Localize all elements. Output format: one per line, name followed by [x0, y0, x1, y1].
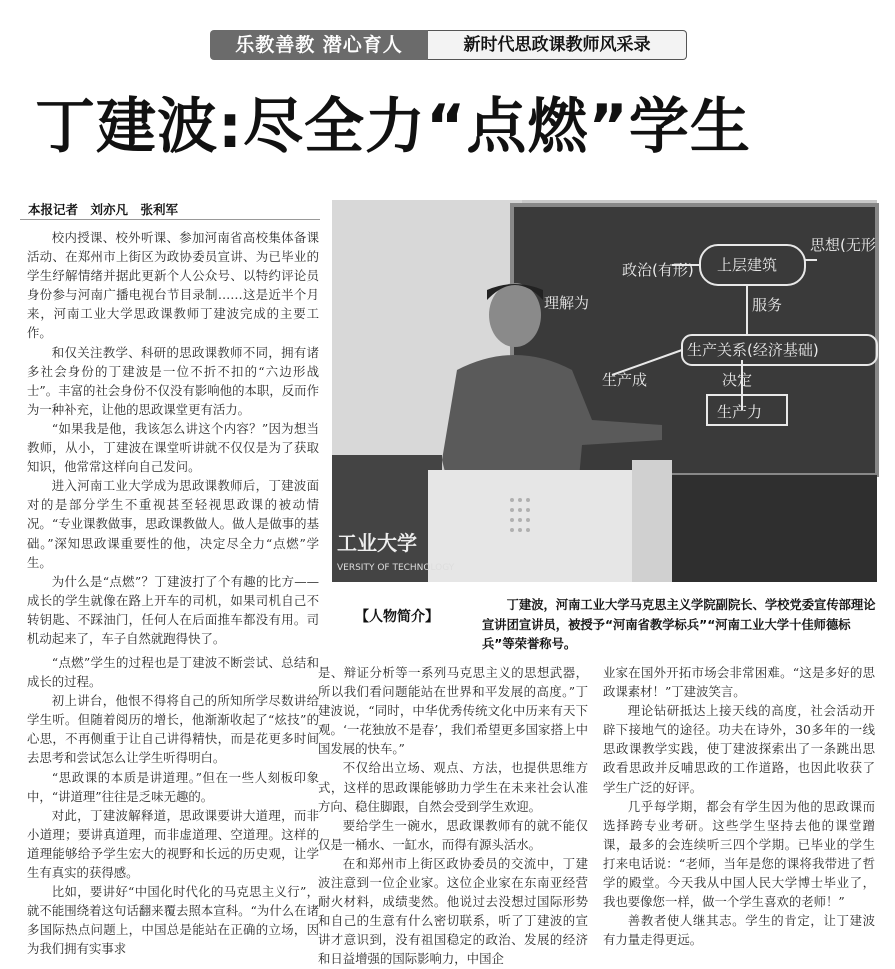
divider [20, 219, 320, 220]
paragraph: 要给学生一碗水，思政课教师有的就不能仅仅是一桶水、一缸水，而得有源头活水。 [318, 817, 588, 852]
board-text: 服务 [752, 296, 783, 314]
paragraph: 是、辩证分析等一系列马克思主义的思想武器，所以我们看问题能站在世界和平发展的高度。”丁建波说，“同时，中华优秀传统文化中历来有天下观。‘一花独放不是春’，我们希望更多国家搭上中国发展的快车。” [318, 665, 588, 757]
paragraph: 对此，丁建波解释道，思政课要讲大道理，而非小道理；要讲真道理，而非虚道理、空道理。这样的道理能够给予学生宏大的视野和长远的历史观，让学生有真实的获得感。 [27, 807, 319, 881]
article-column-1 [27, 228, 319, 653]
podium-logo-subtext: VERSITY OF TECHNOLOGY [337, 563, 455, 573]
paragraph: 比如，要讲好“中国化时代化的马克思主义行”，就不能围绕着这句话翻来覆去照本宣科。“为什么在诸多国际热点问题上，中国总是能站在正确的立场，因为我们拥有实事求 [27, 884, 319, 957]
article-column-1-lower [27, 653, 319, 957]
paragraph: 业家在国外开拓市场会非常困难。“这是多好的思政课素材！”丁建波笑言。 [603, 665, 875, 700]
paragraph: 在和郑州市上街区政协委员的交流中，丁建波注意到一位企业家。这位企业家在东南亚经营耐火材料，成绩斐然。他说过去没想过国际形势和自己的生意有什么密切联系，听了丁建波的宣讲才意识到，没有祖国稳定的政治、发展的经济和日益增强的国际影响力，中国企 [318, 855, 588, 967]
board-text: 思想(无形 [810, 236, 876, 254]
column-banner-left: 乐教善教 潜心育人 [210, 30, 428, 60]
paragraph: “如果我是他，我该怎么讲这个内容？”因为想当教师，从小，丁建波在课堂听讲就不仅仅是为了获取知识，他常常这样向自己发问。 [27, 420, 319, 475]
paragraph: 不仅给出立场、观点、方法，也提供思维方式，这样的思政课能够助力学生在未来社会认准方向、稳住脚跟，自然会受到学生欢迎。 [318, 760, 588, 814]
paragraph: 几乎每学期，都会有学生因为他的思政课而选择跨专业考研。这些学生坚持去他的课堂蹭课，最多的会连续听三四个学期。已毕业的学生打来电话说：“老师，当年是您的课将我带进了哲学的殿堂。今天我从中国人民大学博士毕业了，我也要像您一样，做一个学生喜欢的老师！” [603, 798, 875, 910]
podium-logo-text: 工业大学 [337, 531, 417, 555]
board-text: 政治(有形) [622, 261, 694, 279]
paragraph: 理论钻研抵达上接天线的高度，社会活动开辟下接地气的途径。功夫在诗外，30多年的一线思政课教学实践，使丁建波探索出了一条跳出思政看思政并反哺思政的工作道路，也因此收获了学生广泛的好评。 [603, 703, 875, 795]
paragraph: 为什么是“点燃”？丁建波打了个有趣的比方——成长的学生就像在路上开车的司机，如果司机自己不转钥匙、不踩油门，任何人在后面推车都没有用。司机动起来了，车子自然就跑得快了。 [27, 573, 319, 646]
teacher-photo [332, 200, 877, 582]
paragraph: 初上讲台，他恨不得将自己的所知所学尽数讲给学生听。但随着阅历的增长，他渐渐收起了“炫技”的心思，不再侧重于让自己讲得精快，而是花更多时间去思考和尝试怎么让学生听得明白。 [27, 693, 319, 766]
article-column-3 [603, 663, 875, 953]
board-text: 生产关系(经济基础) [687, 341, 819, 359]
paragraph: 进入河南工业大学成为思政课教师后，丁建波面对的是部分学生不重视甚至轻视思政课的被动情况。“专业课教做事，思政课教做人。做人是做事的基础。”深知思政课重要性的他，决定尽全力“点燃”学生。 [27, 478, 319, 570]
board-text: 生产力 [717, 403, 763, 421]
paragraph: 和仅关注教学、科研的思政课教师不同，拥有诸多社会身份的丁建波是一位不折不扣的“六边形战士”。丰富的社会身份不仅没有影响他的本职，反而作为一种补充，让他的思政课堂更有活力。 [27, 344, 319, 417]
byline: 本报记者 刘亦凡 张利军 [28, 202, 179, 217]
board-text: 生产成 [602, 371, 648, 389]
board-text: 决定 [722, 371, 753, 389]
paragraph: 校内授课、校外听课、参加河南省高校集体备课活动、在郑州市上街区为政协委员宣讲、为已毕业的学生纾解情绪并据此更新个人公众号、以特约评论员身份参与河南广播电视台节目录制……这是近半个月来，河南工业大学思政课教师丁建波完成的主要工作。 [27, 230, 319, 341]
board-text: 理解为 [544, 294, 590, 312]
article-column-2 [318, 663, 588, 967]
paragraph: “思政课的本质是讲道理。”但在一些人刻板印象中，“讲道理”往往是乏味无趣的。 [27, 769, 319, 804]
caption-tag: 【人物简介】 [355, 609, 439, 625]
photo-caption: 丁建波，河南工业大学马克思主义学院副院长、学校党委宣传部理论宣讲团宣讲员，被授予“河南省教学标兵”“河南工业大学十佳师德标兵”等荣誉称号。 [482, 598, 876, 651]
column-banner-right: 新时代思政课教师风采录 [428, 30, 687, 60]
board-text: 上层建筑 [717, 256, 778, 274]
paragraph: 善教者使人继其志。学生的肯定，让丁建波有力量走得更远。 [603, 913, 875, 948]
paragraph: “点燃”学生的过程也是丁建波不断尝试、总结和成长的过程。 [27, 655, 319, 690]
article-title: 丁建波:尽全力“点燃”学生 [35, 92, 751, 162]
